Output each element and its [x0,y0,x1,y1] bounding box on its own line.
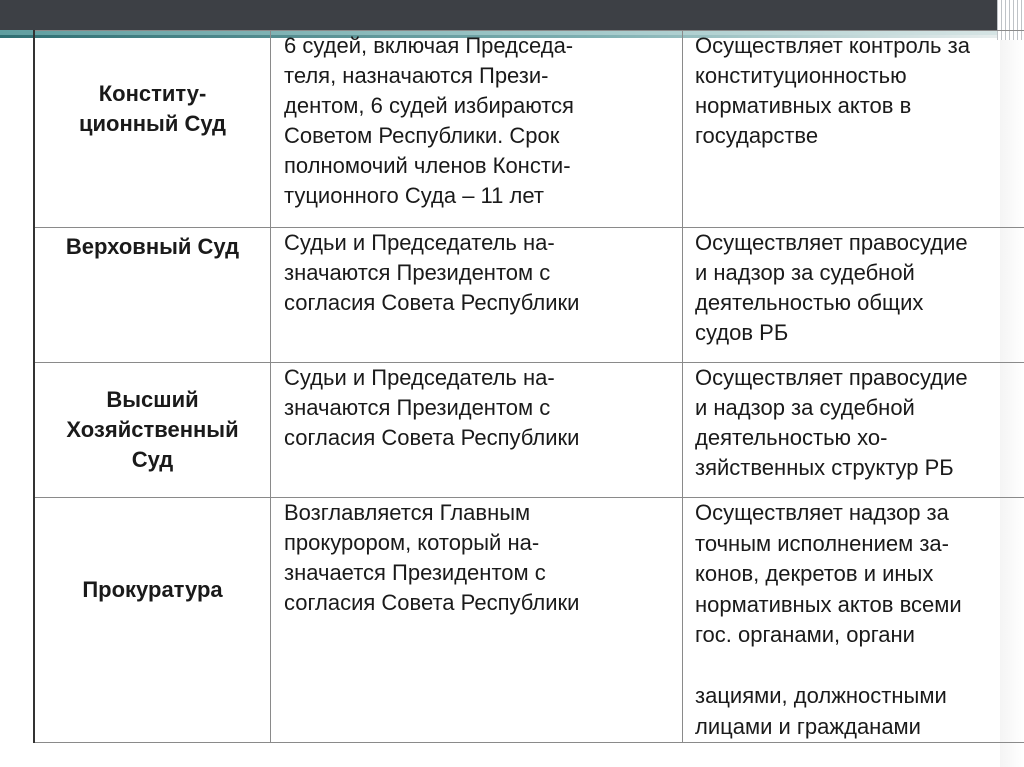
body-name-cell [34,228,271,363]
formation-text: Возглавляется Главным прокурором, который на- значается Президентом с согласия Совета Республики [284,500,580,615]
formation-cell [271,228,683,363]
formation-cell [271,498,683,743]
function-cell [683,498,1024,743]
formation-text: 6 судей, включая Председа- теля, назначаются Прези- дентом, 6 судей избираются Советом Республики. Срок полномочий членов Консти- туционного Суда – 11 лет [284,33,574,208]
function-text: Осуществляет надзор за точным исполнением за- конов, декретов и иных нормативных актов всеми гос. органами, органи зациями, должностными лицами и гражданами [695,500,962,739]
table-row [34,498,1024,743]
body-name: Верховный Суд [65,234,240,259]
table-row [34,31,1024,228]
formation-cell [271,363,683,498]
table-row [34,363,1024,498]
formation-text: Судьи и Председатель на- значаются Президентом с согласия Совета Республики [284,230,580,315]
header-bar [0,0,1024,30]
table-row [34,228,1024,363]
formation-text: Судьи и Председатель на- значаются Президентом с согласия Совета Республики [284,365,580,450]
function-cell [683,31,1024,228]
body-name: Конститу- ционный Суд [78,81,227,136]
formation-cell [271,31,683,228]
function-text: Осуществляет правосудие и надзор за судебной деятельностью хо- зяйственных структур РБ [695,365,968,480]
body-name: Высший Хозяйственный Суд [66,387,239,472]
body-name-cell [34,31,271,228]
body-name: Прокуратура [82,577,223,602]
body-name-cell [34,363,271,498]
function-text: Осуществляет контроль за конституционностью нормативных актов в государстве [695,33,970,148]
function-cell [683,363,1024,498]
judicial-bodies-table [33,30,1024,743]
function-text: Осуществляет правосудие и надзор за судебной деятельностью общих судов РБ [695,230,968,345]
body-name-cell [34,498,271,743]
function-cell [683,228,1024,363]
